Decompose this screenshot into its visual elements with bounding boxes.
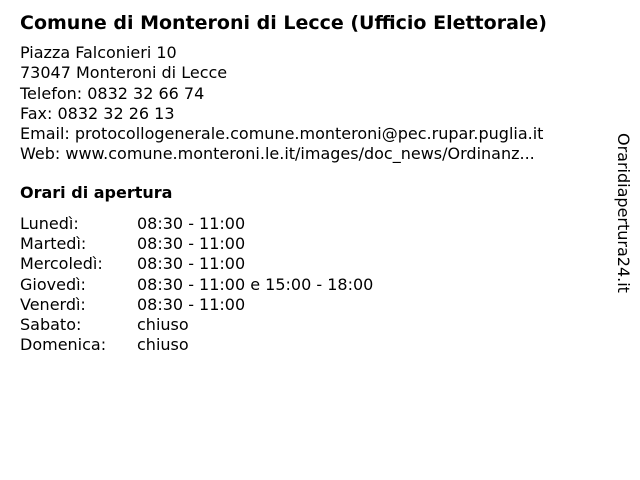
page-title: Comune di Monteroni di Lecce (Ufficio Elettorale) bbox=[20, 12, 547, 34]
hours-row bbox=[20, 315, 373, 335]
watermark-text: Oraridiapertura24.it bbox=[614, 133, 633, 293]
day-label: Domenica: bbox=[20, 335, 107, 355]
city-address: 73047 Monteroni di Lecce bbox=[20, 63, 228, 83]
day-label: Lunedì: bbox=[20, 214, 79, 233]
time-value: 08:30 - 11:00 bbox=[137, 254, 246, 274]
time-value: 08:30 - 11:00 e 15:00 - 18:00 bbox=[137, 274, 374, 294]
phone-number: Telefon: 0832 32 66 74 bbox=[20, 83, 205, 103]
day-label: Mercoledì: bbox=[20, 254, 103, 274]
site-watermark bbox=[614, 133, 634, 313]
day-label: Giovedì: bbox=[20, 274, 86, 294]
website-link[interactable]: Web: www.comune.monteroni.le.it/images/doc_news/Ordinanz... bbox=[20, 144, 535, 164]
day-label: Sabato: bbox=[20, 314, 82, 334]
hours-row bbox=[20, 295, 373, 315]
hours-row bbox=[20, 254, 373, 274]
email-address[interactable]: Email: protocollogenerale.comune.monteroni@pec.rupar.puglia.it bbox=[20, 124, 544, 144]
time-value: chiuso bbox=[137, 314, 189, 334]
hours-row bbox=[20, 335, 373, 355]
opening-hours-table bbox=[20, 214, 373, 355]
day-label: Martedì: bbox=[20, 234, 87, 254]
fax-number: Fax: 0832 32 26 13 bbox=[20, 103, 175, 123]
time-value: chiuso bbox=[137, 335, 189, 355]
time-value: 08:30 - 11:00 bbox=[137, 294, 246, 314]
time-value: 08:30 - 11:00 bbox=[137, 234, 246, 254]
hours-row bbox=[20, 234, 373, 254]
street-address: Piazza Falconieri 10 bbox=[20, 43, 177, 62]
day-label: Venerdì: bbox=[20, 294, 86, 314]
hours-row bbox=[20, 214, 373, 234]
time-value: 08:30 - 11:00 bbox=[137, 214, 246, 233]
address-block bbox=[20, 43, 543, 165]
hours-row bbox=[20, 275, 373, 295]
opening-hours-heading: Orari di apertura bbox=[20, 183, 173, 202]
